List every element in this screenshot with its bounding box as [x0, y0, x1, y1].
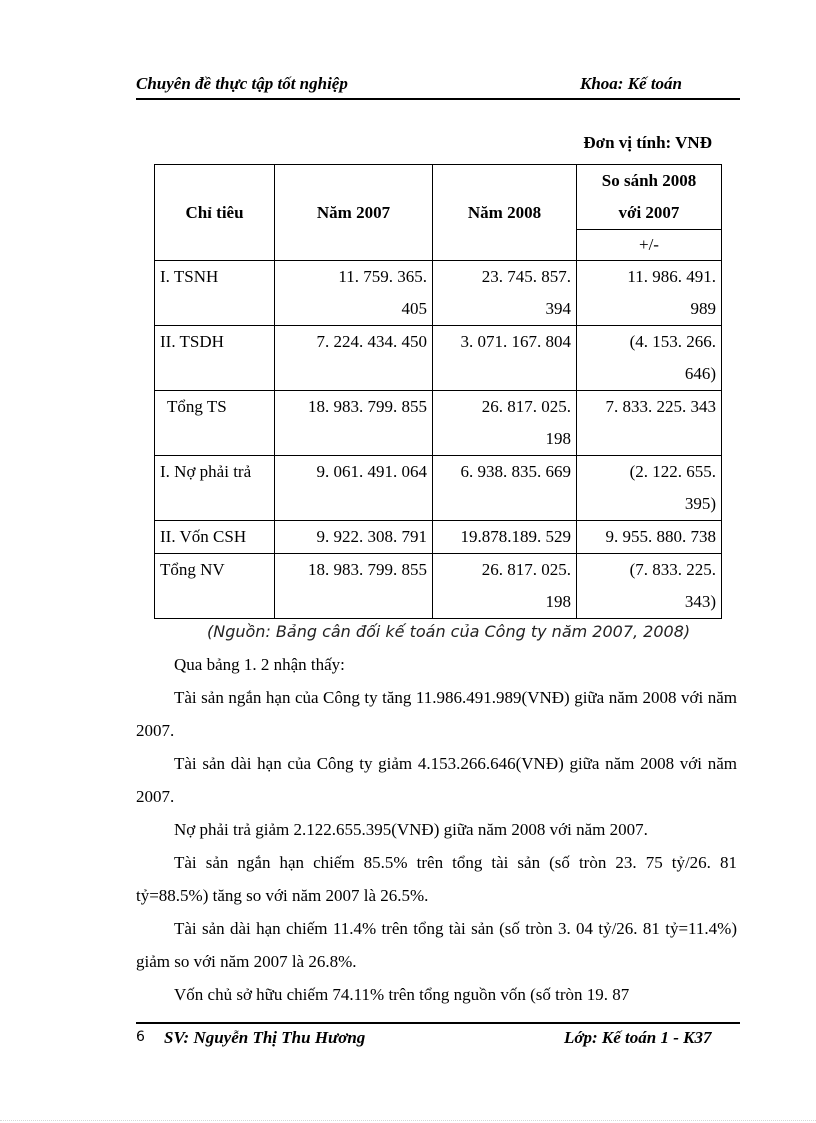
- row-label: II. TSDH: [155, 326, 275, 391]
- cell-line: 11. 986. 491.: [627, 267, 716, 286]
- paragraph: Tài sản dài hạn của Công ty giảm 4.153.266.646(VNĐ) giữa năm 2008 với năm 2007.: [136, 754, 737, 806]
- cell-diff: [577, 521, 722, 554]
- paragraph: Qua bảng 1. 2 nhận thấy:: [174, 655, 345, 674]
- footer-class: Lớp: Kế toán 1 - K37: [564, 1028, 712, 1047]
- row-label: II. Vốn CSH: [155, 521, 275, 554]
- cell-line: 9. 955. 880. 738: [605, 527, 716, 546]
- cell-diff: [577, 261, 722, 326]
- page-bottom-border: [0, 1120, 816, 1121]
- cell-line: 7. 833. 225. 343: [605, 397, 716, 416]
- cell-y2007: [275, 391, 433, 456]
- row-label: I. Nợ phải trả: [155, 456, 275, 521]
- paragraph: Vốn chủ sở hữu chiếm 74.11% trên tổng nguồn vốn (số tròn 19. 87: [174, 985, 630, 1004]
- paragraph: Nợ phải trả giảm 2.122.655.395(VNĐ) giữa năm 2008 với năm 2007.: [174, 820, 648, 839]
- table-row: [155, 391, 722, 456]
- cell-y2008: [433, 521, 577, 554]
- cell-y2008: [433, 554, 577, 619]
- footer-rule: [136, 1022, 740, 1024]
- cell-line: 646): [684, 364, 716, 383]
- cell-line: 3. 071. 167. 804: [460, 332, 571, 351]
- compare-header-line1: So sánh 2008: [601, 171, 697, 190]
- cell-y2007: [275, 554, 433, 619]
- footer-student: SV: Nguyễn Thị Thu Hương: [164, 1028, 366, 1047]
- cell-diff: [577, 456, 722, 521]
- cell-diff: [577, 391, 722, 456]
- unit-label: Đơn vị tính: VNĐ: [583, 133, 712, 152]
- cell-line: 198: [545, 592, 571, 611]
- row-label: Tổng NV: [155, 554, 275, 619]
- cell-line: 989: [690, 299, 716, 318]
- header-rule: [136, 98, 740, 100]
- cell-line: 405: [401, 299, 427, 318]
- cell-y2007: [275, 326, 433, 391]
- cell-line: (7. 833. 225.: [629, 560, 716, 579]
- paragraph: Tài sản dài hạn chiếm 11.4% trên tổng tài sản (số tròn 3. 04 tỷ/26. 81 tỷ=11.4%) giảm so với năm 2007 là 26.8%.: [136, 919, 737, 971]
- row-label: I. TSNH: [155, 261, 275, 326]
- cell-line: 394: [545, 299, 571, 318]
- paragraph: Tài sản ngắn hạn của Công ty tăng 11.986.491.989(VNĐ) giữa năm 2008 với năm 2007.: [136, 688, 737, 740]
- table-row: [155, 456, 722, 521]
- cell-line: 26. 817. 025.: [481, 397, 571, 416]
- row-label: Tổng TS: [155, 391, 275, 456]
- balance-sheet-table: [154, 164, 722, 619]
- table-row: [155, 521, 722, 554]
- cell-y2007: [275, 521, 433, 554]
- page-number: 6: [136, 1029, 145, 1045]
- table-row: [155, 554, 722, 619]
- cell-line: 19.878.189. 529: [460, 527, 571, 546]
- compare-sub-header: +/-: [577, 230, 722, 261]
- cell-y2007: [275, 456, 433, 521]
- cell-diff: [577, 554, 722, 619]
- cell-y2008: [433, 391, 577, 456]
- cell-line: 395): [684, 494, 716, 513]
- header-title: Chuyên đề thực tập tốt nghiệp: [136, 74, 348, 93]
- cell-y2008: [433, 326, 577, 391]
- cell-line: 198: [545, 429, 571, 448]
- body-text: [136, 648, 737, 1011]
- table-row: [155, 261, 722, 326]
- paragraph: Tài sản ngắn hạn chiếm 85.5% trên tổng tài sản (số tròn 23. 75 tỷ/26. 81 tỷ=88.5%) tăng so với năm 2007 là 26.5%.: [136, 853, 737, 905]
- cell-line: (4. 153. 266.: [629, 332, 716, 351]
- header-department: Khoa: Kế toán: [580, 74, 683, 93]
- cell-line: 6. 938. 835. 669: [460, 462, 571, 481]
- cell-line: 9. 061. 491. 064: [316, 462, 427, 481]
- compare-header-line2: với 2007: [618, 203, 680, 222]
- cell-y2007: [275, 261, 433, 326]
- cell-line: 343): [684, 592, 716, 611]
- cell-line: 9. 922. 308. 791: [316, 527, 427, 546]
- source-note: (Nguồn: Bảng cân đối kế toán của Công ty năm 2007, 2008): [207, 622, 691, 641]
- cell-line: 23. 745. 857.: [481, 267, 571, 286]
- col-header-2008: Năm 2008: [433, 165, 577, 261]
- cell-diff: [577, 326, 722, 391]
- table-header-row: [155, 165, 722, 230]
- table-body: [155, 261, 722, 619]
- cell-y2008: [433, 261, 577, 326]
- cell-line: (2. 122. 655.: [629, 462, 716, 481]
- table-row: [155, 326, 722, 391]
- col-header-2007: Năm 2007: [275, 165, 433, 261]
- cell-y2008: [433, 456, 577, 521]
- cell-line: 18. 983. 799. 855: [308, 560, 427, 579]
- cell-line: 7. 224. 434. 450: [316, 332, 427, 351]
- col-header-compare: [577, 165, 722, 230]
- cell-line: 18. 983. 799. 855: [308, 397, 427, 416]
- cell-line: 26. 817. 025.: [481, 560, 571, 579]
- cell-line: 11. 759. 365.: [338, 267, 427, 286]
- col-header-criteria: Chỉ tiêu: [155, 165, 275, 261]
